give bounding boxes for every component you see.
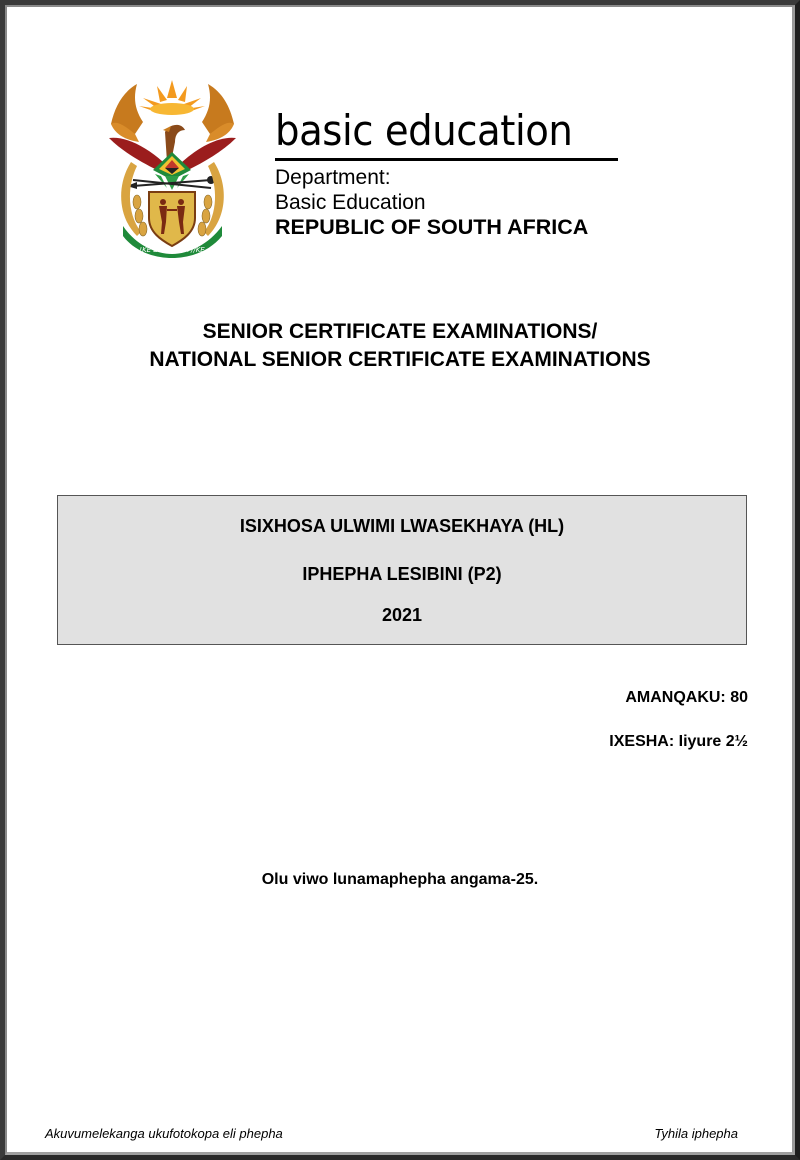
brand-title: basic education (275, 106, 573, 155)
department-name: Basic Education (275, 191, 426, 214)
exam-year: 2021 (381, 605, 423, 625)
crest-motto: !KE E: /XARRA //KE (139, 246, 205, 254)
footer-turn-page: Tyhila iphepha (654, 1126, 738, 1141)
paper-number: IPHEPHA LESIBINI (P2) (302, 564, 502, 584)
subject-box (57, 495, 747, 645)
time-allowed: IXESHA: Iiyure 2½ (609, 733, 748, 750)
exam-title (0, 318, 800, 374)
department-label: Department: (275, 166, 391, 189)
page-count-note: Olu viwo lunamaphepha angama-25. (261, 871, 539, 888)
department-branding (275, 108, 621, 240)
coat-of-arms-icon (105, 76, 240, 258)
exam-title-line2: NATIONAL SENIOR CERTIFICATE EXAMINATIONS (149, 348, 651, 371)
country-name: REPUBLIC OF SOUTH AFRICA (275, 215, 589, 239)
total-marks: AMANQAKU: 80 (625, 689, 748, 706)
letterhead (105, 76, 625, 256)
brand-divider (275, 158, 618, 161)
exam-title-line1: SENIOR CERTIFICATE EXAMINATIONS/ (202, 320, 598, 343)
subject-name: ISIXHOSA ULWIMI LWASEKHAYA (HL) (239, 516, 565, 536)
footer-copy-notice: Akuvumelekanga ukufotokopa eli phepha (45, 1126, 283, 1141)
